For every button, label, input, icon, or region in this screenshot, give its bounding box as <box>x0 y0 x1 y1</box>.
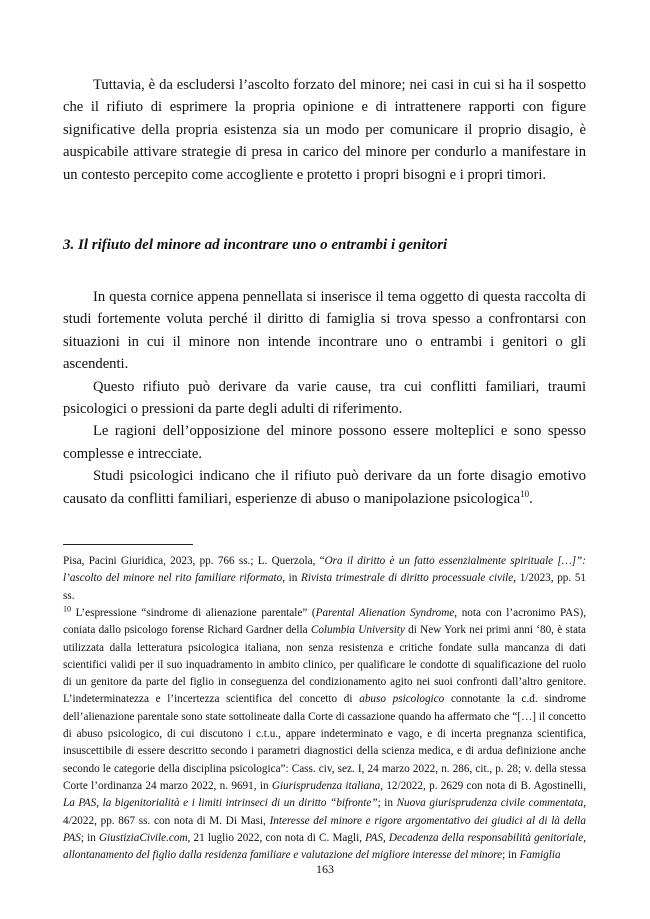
page-body <box>63 74 586 864</box>
footnote-title: Ora il diritto è un fatto essenzialmente spirituale […]”: l’ascolto del minore nel rito familiare riformato <box>63 555 586 585</box>
footnote-journal: Rivista trimestrale di diritto processuale civile <box>301 572 514 585</box>
footnote-term: abuso psicologico <box>359 693 445 706</box>
footnote-text: , in <box>282 572 301 585</box>
footnote-text: di New York nei primi anni ‘80, è stata utilizzata dalla letteratura psicologica italiana, non senza resistenza e critiche fondate sulla mancanza di dati scientifici validi per il suo inquadramento in ambito clinico, per qualificare le condotte di squalificazione del ruolo di un genitore da parte del figlio in conseguenza del condizionamento agito nei suoi confronti dall’altro genitore. L’indeterminatezza e l’incertezza scientifica del concetto di <box>63 624 586 706</box>
footnote-journal: Giurisprudenza italiana <box>271 779 381 792</box>
footnote-10 <box>63 605 586 864</box>
footnote-continuation <box>63 553 586 605</box>
footnote-text: , 21 luglio 2022, con nota di C. Magli, <box>187 831 366 844</box>
footnote-text: Pisa, Pacini Giuridica, 2023, pp. 766 ss.; L. Querzola, “ <box>63 555 325 568</box>
footnote-title: Interesse del minore e rigore argomentativo dei giudici al di là della PAS <box>63 814 586 844</box>
paragraph-end: . <box>529 490 533 507</box>
footnote-term: Parental Alienation Syndrome <box>315 606 455 619</box>
footnote-institution: Columbia University <box>310 624 405 637</box>
footnote-journal: Nuova giurisprudenza civile commentata <box>396 797 584 810</box>
footnote-text: , 1/2023, pp. 51 ss. <box>63 572 587 602</box>
footnote-journal: Famiglia <box>519 849 561 862</box>
section-heading: 3. Il rifiuto del minore ad incontrare uno o entrambi i genitori <box>63 237 448 254</box>
footnote-title: La PAS, la bigenitorialità e i limiti intrinseci di un diritto “bifronte” <box>63 797 378 810</box>
paragraph-text: Studi psicologici indicano che il rifiuto può derivare da un forte disagio emotivo causato da conflitti familiari, esperienze di abuso o manipolazione psicologica <box>63 468 586 507</box>
footnote-text: ; in <box>80 831 99 844</box>
footnote-text: L’espressione “sindrome di alienazione parentale” ( <box>71 606 316 619</box>
paragraph: In questa cornice appena pennellata si inserisce il tema oggetto di questa raccolta di studi fortemente voluta perché il diritto di famiglia si trova spesso a confrontarsi con situazioni in cui il minore non intende incontrare uno o entrambi i genitori o gli ascendenti. <box>63 289 586 373</box>
paragraph <box>63 465 586 510</box>
footnote-text: , 4/2022, pp. 867 ss. con nota di M. Di Masi, <box>63 797 586 827</box>
footnote-text: , 12/2022, p. 2629 con nota di B. Agostinelli, <box>380 779 587 792</box>
footnote-text: ; in <box>502 849 520 862</box>
footnote-number: 10 <box>63 604 71 614</box>
footnote-separator <box>63 544 193 545</box>
footnote-text: ; in <box>377 797 397 810</box>
page-number: 163 <box>316 862 334 876</box>
footnote-reference: 10 <box>520 488 530 499</box>
paragraph: Le ragioni dell’opposizione del minore possono essere molteplici e sono spesso complesse e intrecciate. <box>63 423 586 462</box>
footnote-text: connotante la c.d. sindrome dell’alienazione parentale sono state sottolineate dalla Corte di cassazione quando ha affermato che “[…] il concetto di abuso psicologico, di cui discutono i c.t.u., appare indeterminato e vago, e di incerta pregnanza scientifica, insuscettibile di essere descritto secondo i parametri diagnostici della scienza medica, e di ardua definizione anche secondo le categorie della disciplina psicologica”: Cass. civ, sez. I, 24 marzo 2022, n. 286, cit., p. 28; v. della stessa Corte l’ordinanza 24 marzo 2022, n. 9691, in <box>63 693 586 792</box>
footnote-title: PAS, Decadenza della responsabilità genitoriale, allontanamento del figlio dalla residenza familiare e valutazione del migliore interesse del minore <box>63 831 586 862</box>
footnote-text: , nota con l’acronimo PAS), coniata dallo psicologo forense Richard Gardner della <box>63 606 587 637</box>
paragraph: Questo rifiuto può derivare da varie cause, tra cui conflitti familiari, traumi psicologici o pressioni da parte degli adulti di riferimento. <box>63 378 586 418</box>
footnote-journal: GiustiziaCivile.com <box>98 831 188 844</box>
paragraph: Tuttavia, è da escludersi l’ascolto forzato del minore; nei casi in cui si ha il sospetto che il rifiuto di esprimere la propria opinione e di intrattenere rapporti con figure significative della propria esistenza sia un modo per comunicare il proprio disagio, è auspicabile attivare strategie di presa in carico del minore per condurlo a manifestare in un contesto percepito come accogliente e protetto i propri bisogni e i propri timori. <box>63 77 586 183</box>
